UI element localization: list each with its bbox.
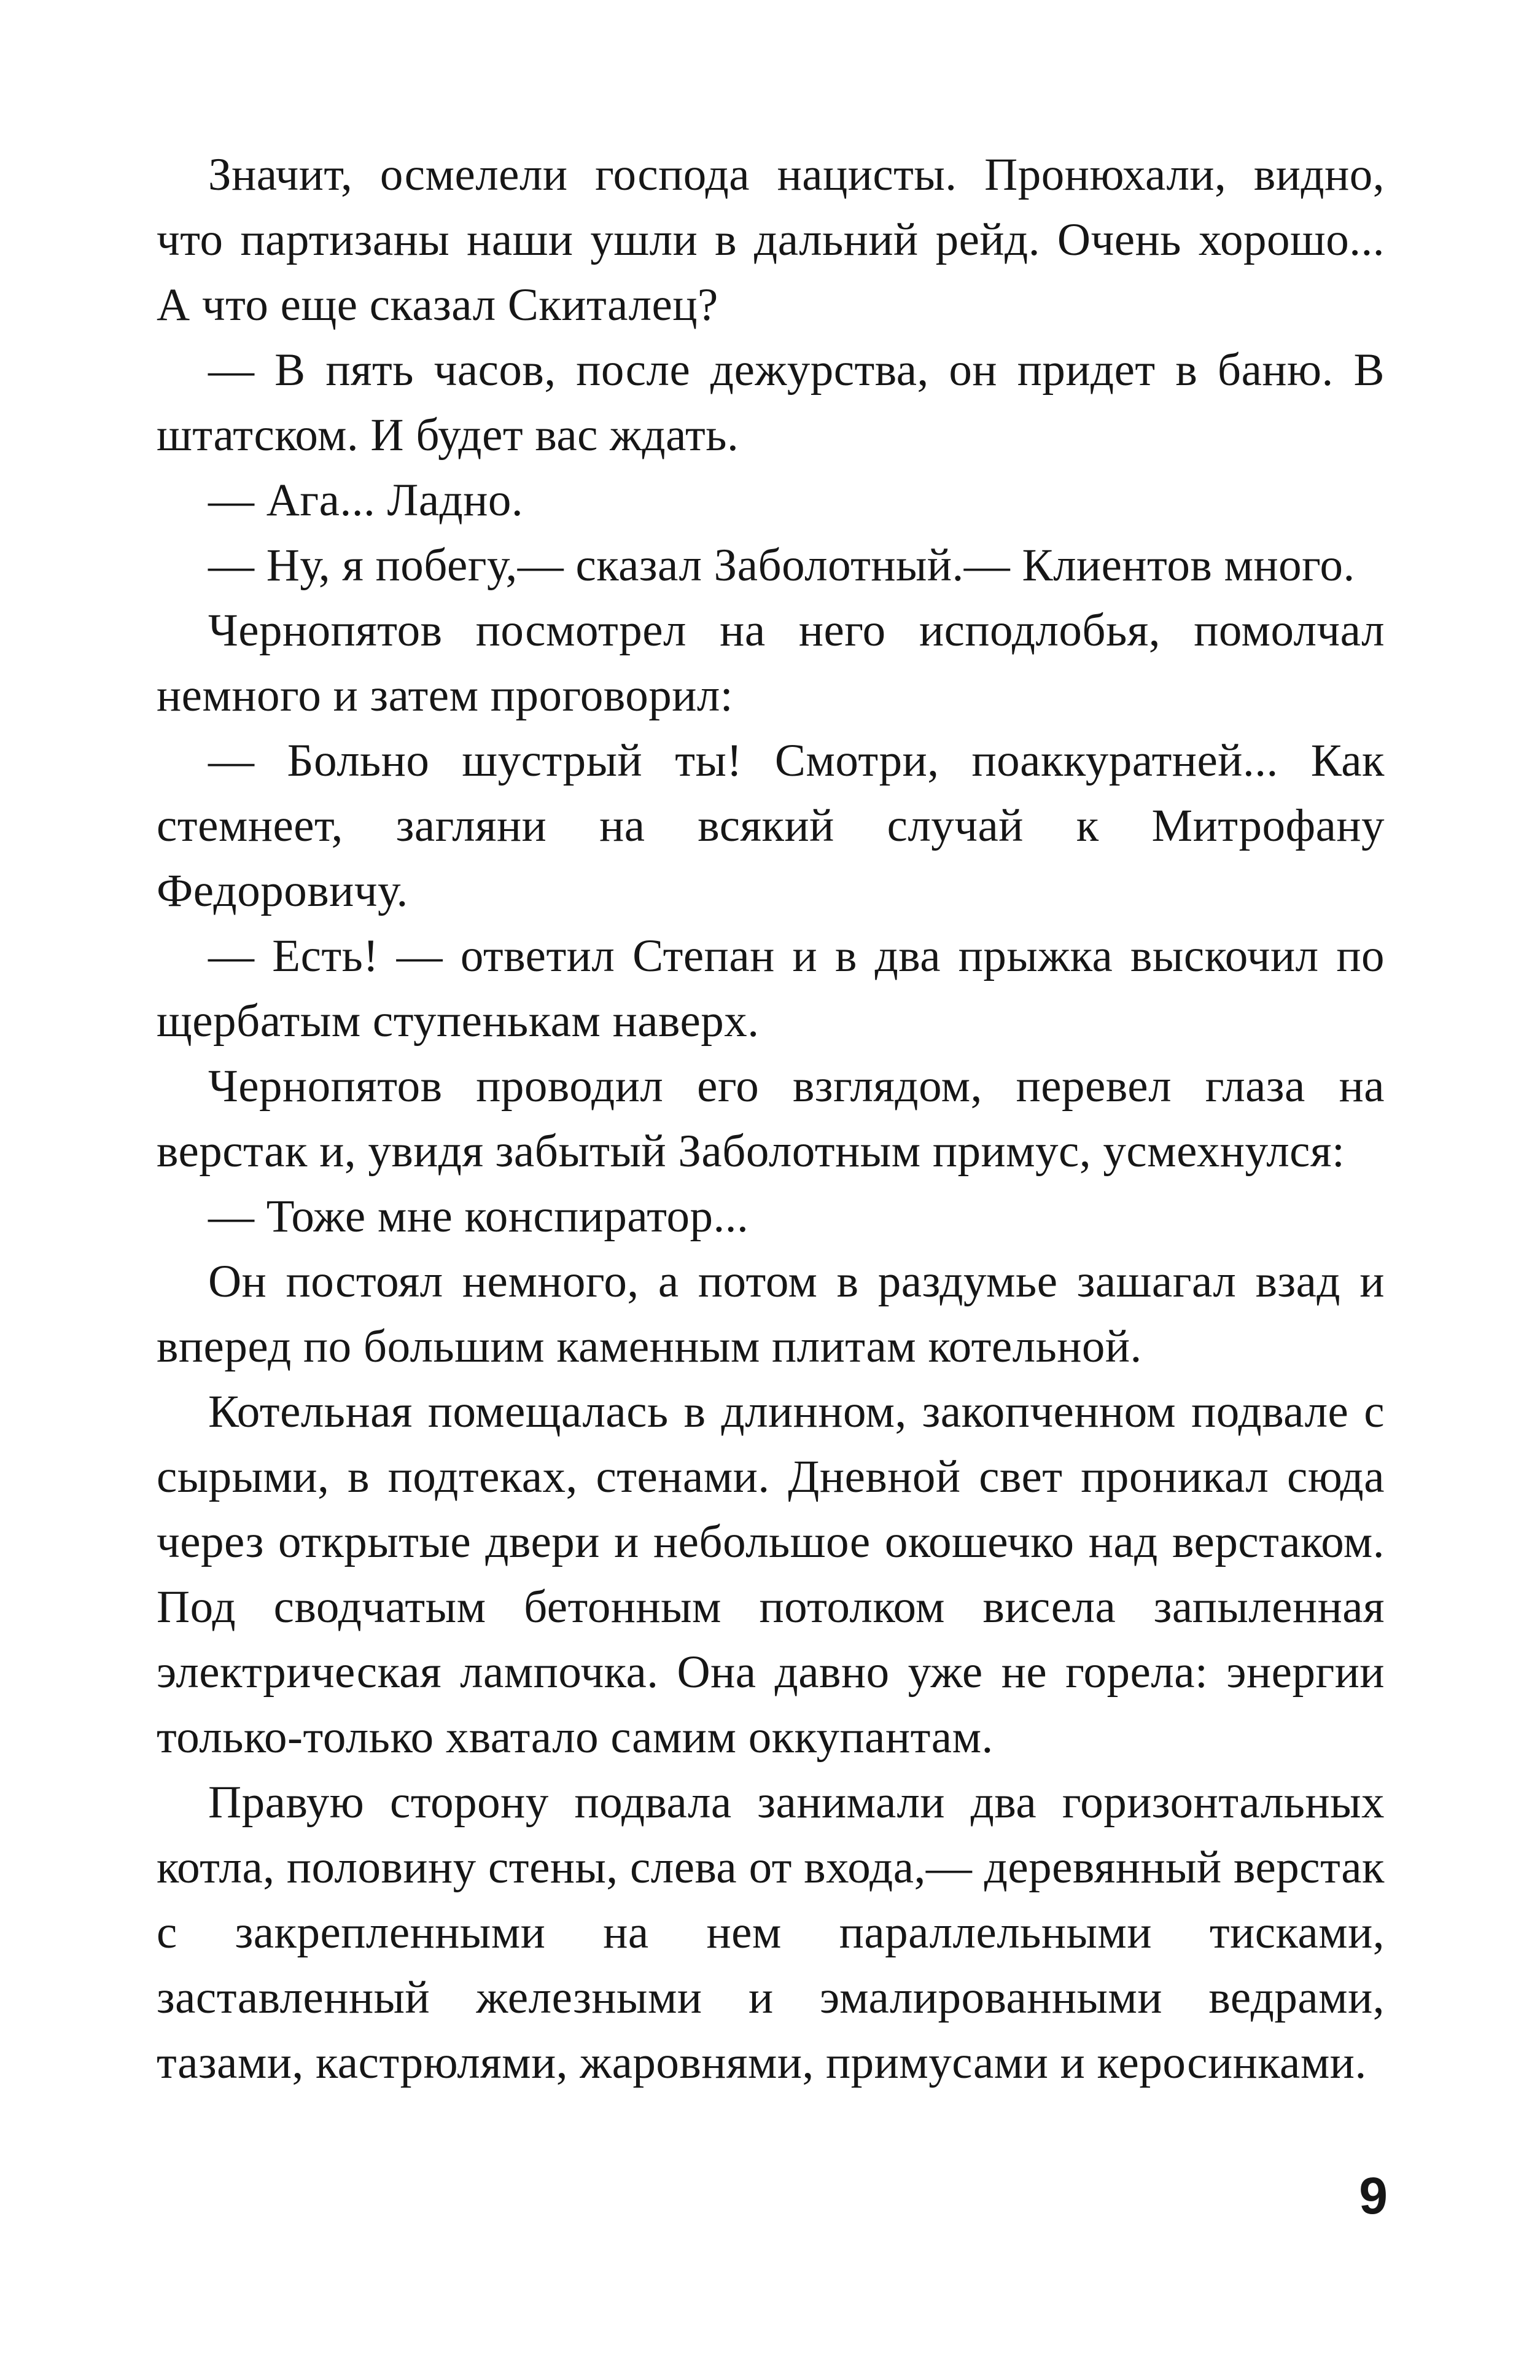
paragraph-7: — Есть! — ответил Степан и в два прыжка выскочил по щербатым ступенькам наверх. <box>157 931 1385 1047</box>
paragraph-4: — Ну, я побегу,— сказал Заболотный.— Клиентов много. <box>208 540 1355 591</box>
paragraph-9: — Тоже мне конспиратор... <box>208 1191 749 1242</box>
paragraph-6: — Больно шустрый ты! Смотри, поаккуратней... Как стемнеет, загляни на всякий случай к Митрофану Федоровичу. <box>157 735 1385 916</box>
paragraph-3: — Ага... Ладно. <box>208 475 524 526</box>
paragraph-1: Значит, осмелели господа нацисты. Пронюхали, видно, что партизаны наши ушли в дальний рейд. Очень хорошо... А что еще сказал Скиталец? <box>157 149 1385 330</box>
paragraph-10: Он постоял немного, а потом в раздумье зашагал взад и вперед по большим каменным плитам котельной. <box>157 1256 1385 1372</box>
book-page-text <box>157 142 1385 2096</box>
paragraph-12: Правую сторону подвала занимали два горизонтальных котла, половину стены, слева от входа,— деревянный верстак с закрепленными на нем параллельными тисками, заставленный железными и эмалированными ведрами, тазами, кастрюлями, жаровнями, примусами и керосинками. <box>157 1777 1385 2088</box>
page-number: 9 <box>1359 2167 1388 2225</box>
paragraph-11: Котельная помещалась в длинном, закопченном подвале с сырыми, в подтеках, стенами. Дневной свет проникал сюда через открытые двери и небольшое окошечко над верстаком. Под сводчатым бетонным потолком висела запыленная электрическая лампочка. Она давно уже не горела: энергии только-только хватало самим оккупантам. <box>157 1386 1385 1763</box>
paragraph-8: Чернопятов проводил его взглядом, перевел глаза на верстак и, увидя забытый Заболотным примус, усмехнулся: <box>157 1061 1385 1177</box>
paragraph-5: Чернопятов посмотрел на него исподлобья, помолчал немного и затем проговорил: <box>157 605 1385 721</box>
paragraph-2: — В пять часов, после дежурства, он придет в баню. В штатском. И будет вас ждать. <box>157 345 1385 461</box>
